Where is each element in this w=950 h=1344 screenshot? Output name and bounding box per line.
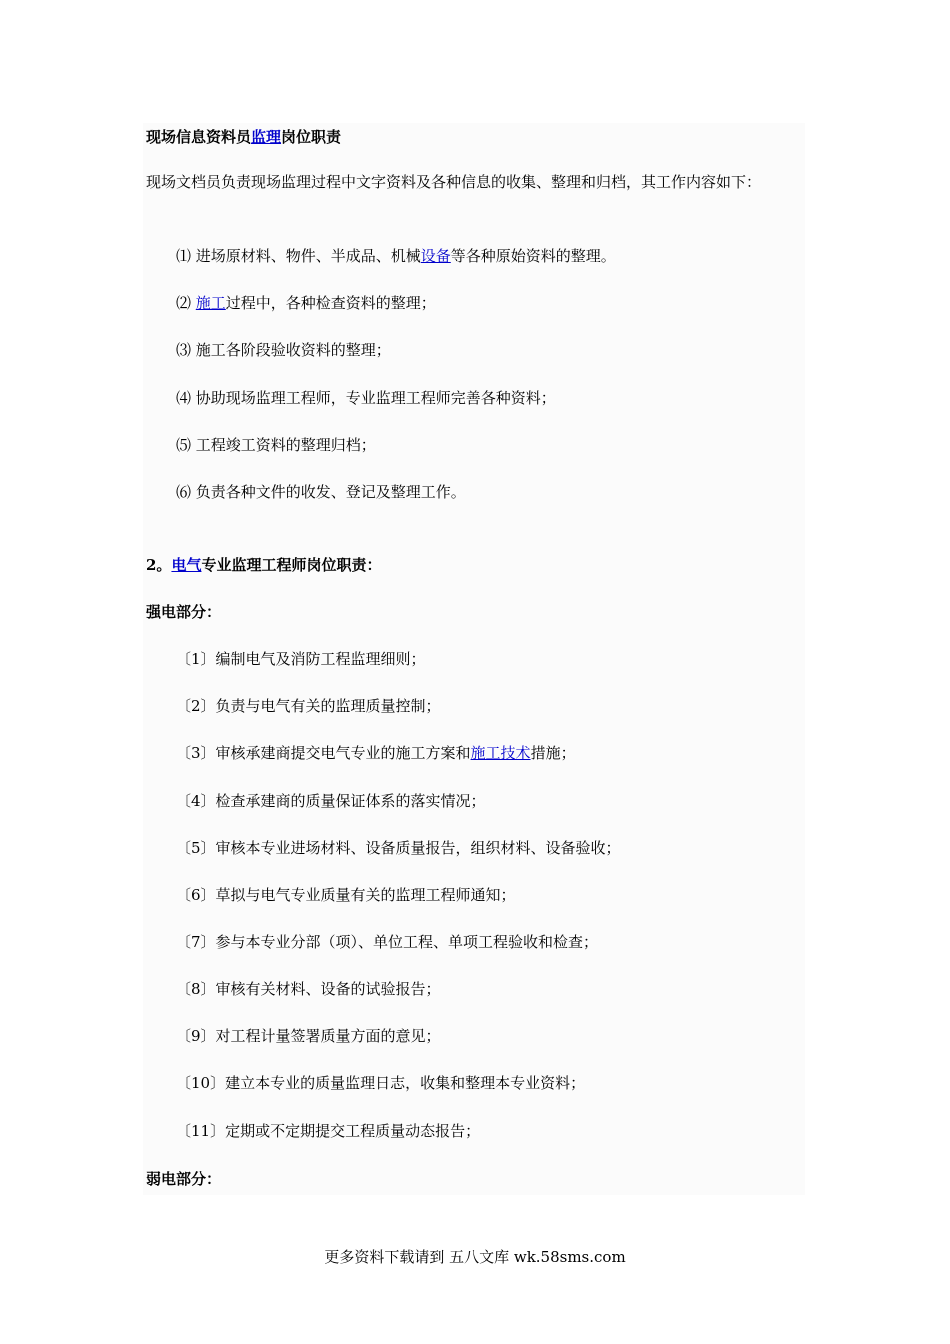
- item-prefix: ⑴ 进场原材料、物件、半成品、机械: [176, 247, 421, 265]
- weak-current-heading: 弱电部分：: [146, 1170, 222, 1188]
- section2-item-11: 〔11〕定期或不定期提交工程质量动态报告；: [176, 1122, 481, 1140]
- section2-item-2: 〔2〕负责与电气有关的监理质量控制；: [176, 697, 441, 715]
- section1-title-suffix: 岗位职责: [281, 128, 342, 146]
- section2-item-5: 〔5〕审核本专业进场材料、设备质量报告，组织材料、设备验收；: [176, 839, 621, 857]
- item-link[interactable]: 设备: [420, 247, 451, 265]
- section1-item-4: ⑷ 协助现场监理工程师，专业监理工程师完善各种资料；: [176, 389, 556, 407]
- section1-item-2: [176, 292, 436, 314]
- section2-title-link[interactable]: 电气: [171, 556, 202, 574]
- section2-item-8: 〔8〕审核有关材料、设备的试验报告；: [176, 980, 441, 998]
- item-link[interactable]: 施工技术: [470, 744, 531, 762]
- section1-item-3: ⑶ 施工各阶段验收资料的整理；: [176, 341, 391, 359]
- section1-item-1: [176, 245, 616, 267]
- section2-item-9: 〔9〕对工程计量签署质量方面的意见；: [176, 1027, 441, 1045]
- strong-current-heading: 强电部分：: [146, 603, 222, 621]
- section1-title-prefix: 现场信息资料员: [146, 128, 252, 146]
- section2-item-6: 〔6〕草拟与电气专业质量有关的监理工程师通知；: [176, 886, 516, 904]
- item-link[interactable]: 施工: [195, 294, 226, 312]
- section2-item-3: [176, 742, 576, 764]
- section1-title-link[interactable]: 监理: [251, 128, 282, 146]
- item-suffix: 措施；: [530, 744, 576, 762]
- footer-text: 更多资料下载请到 五八文库 wk.58sms.com: [324, 1248, 626, 1266]
- item-prefix: ⑵: [176, 294, 196, 312]
- section1-title: [146, 126, 341, 148]
- section2-title-suffix: 专业监理工程师岗位职责：: [201, 556, 382, 574]
- section1-item-6: ⑹ 负责各种文件的收发、登记及整理工作。: [176, 483, 466, 501]
- section2-title: [146, 554, 381, 576]
- item-suffix: 过程中，各种检查资料的整理；: [225, 294, 436, 312]
- section1-intro: 现场文档员负责现场监理过程中文字资料及各种信息的收集、整理和归档，其工作内容如下：: [146, 173, 762, 191]
- section2-item-4: 〔4〕检查承建商的质量保证体系的落实情况；: [176, 792, 486, 810]
- section1-item-5: ⑸ 工程竣工资料的整理归档；: [176, 436, 376, 454]
- section2-item-1: 〔1〕编制电气及消防工程监理细则；: [176, 650, 426, 668]
- item-suffix: 等各种原始资料的整理。: [450, 247, 616, 265]
- section2-title-prefix: 2。: [146, 556, 172, 574]
- section2-item-10: 〔10〕建立本专业的质量监理日志，收集和整理本专业资料；: [176, 1074, 586, 1092]
- section2-item-7: 〔7〕参与本专业分部（项）、单位工程、单项工程验收和检查；: [176, 933, 599, 951]
- item-prefix: 〔3〕审核承建商提交电气专业的施工方案和: [176, 744, 471, 762]
